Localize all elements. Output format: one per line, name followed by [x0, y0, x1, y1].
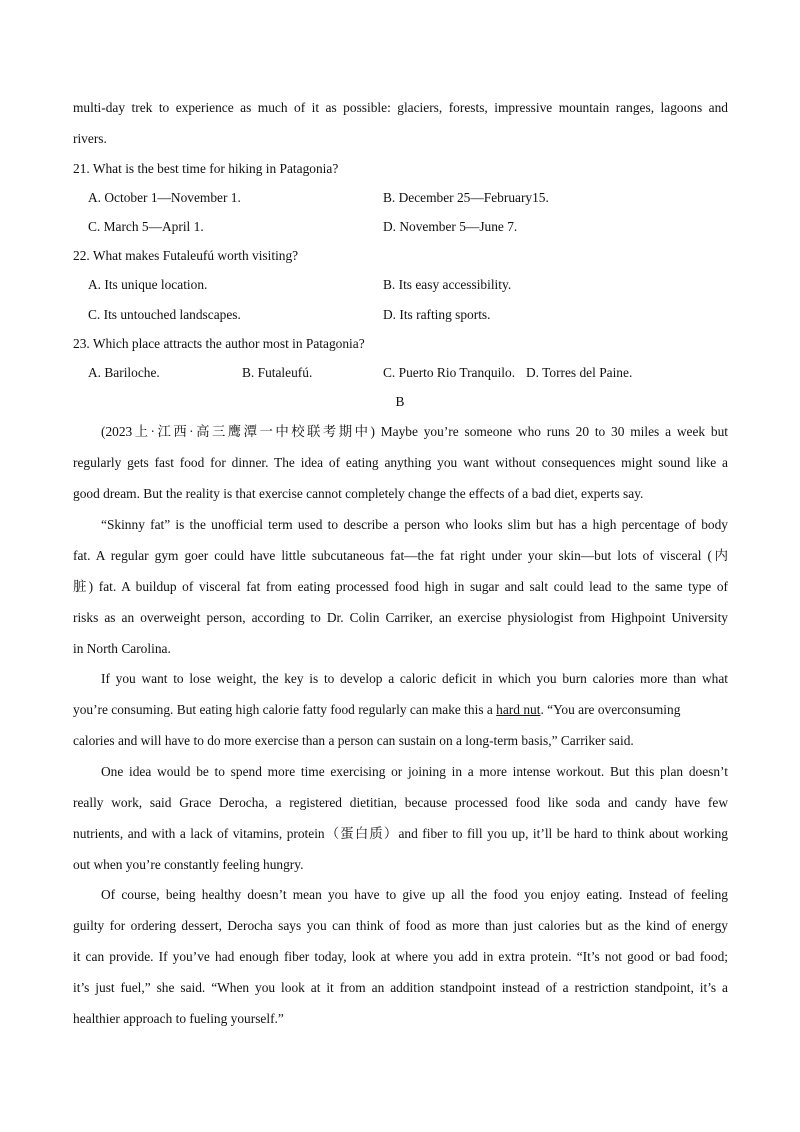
- passage-line: out when you’re constantly feeling hungry.: [73, 857, 304, 872]
- passage-line: One idea would be to spend more time exercising or joining in a more intense workout. But this plan doesn’t: [101, 764, 728, 779]
- passage-line: [73, 701, 728, 719]
- passage-line: 脏) fat. A buildup of visceral fat from eating processed food high in sugar and salt could lead to the same type of: [73, 579, 728, 594]
- passage-line: Of course, being healthy doesn’t mean you have to give up all the food you enjoy eating. Instead of feeling: [101, 887, 728, 902]
- section-label: B: [395, 394, 405, 409]
- question-option: C. Its untouched landscapes.: [88, 307, 241, 322]
- passage-line: healthier approach to fueling yourself.”: [73, 1011, 284, 1026]
- passage-line: nutrients, and with a lack of vitamins, protein（蛋白质）and fiber to fill you up, it’ll be hard to think about working: [73, 826, 728, 841]
- passage-line: risks as an overweight person, according to Dr. Colin Carriker, an exercise physiologist from Highpoint University: [73, 610, 728, 625]
- question-option: C. Puerto Rio Tranquilo.: [383, 365, 516, 380]
- passage-line: regularly gets fast food for dinner. The idea of eating anything you want without consequences might sound like a: [73, 455, 728, 470]
- passage-line: good dream. But the reality is that exercise cannot completely change the effects of a bad diet, experts say.: [73, 486, 644, 501]
- passage-line: really work, said Grace Derocha, a registered dietitian, because processed food like soda and candy have few: [73, 795, 728, 810]
- question-option: A. October 1—November 1.: [88, 190, 241, 205]
- question-option: A. Bariloche.: [88, 365, 160, 380]
- question-option: D. Its rafting sports.: [383, 307, 491, 322]
- passage-line: (2023上·江西·高三鹰潭一中校联考期中) Maybe you’re someone who runs 20 to 30 miles a week but: [101, 424, 728, 439]
- passage-text: . “You are overconsuming: [540, 702, 681, 717]
- question-option: D. Torres del Paine.: [526, 365, 633, 380]
- passage-line: “Skinny fat” is the unofficial term used to describe a person who looks slim but has a high percentage of body: [101, 517, 728, 532]
- question-stem: 23. Which place attracts the author most in Patagonia?: [73, 336, 365, 351]
- passage-line: fat. A regular gym goer could have little subcutaneous fat—the fat right under your skin—but lots of visceral (内: [73, 548, 728, 563]
- passage-line: it can provide. If you’ve had enough fiber today, look at where you add in extra protein. “It’s not good or bad food;: [73, 949, 728, 964]
- passage-line: guilty for ordering dessert, Derocha says you can think of food as more than just calories but as the kind of energy: [73, 918, 728, 933]
- question-option: B. Its easy accessibility.: [383, 277, 512, 292]
- passage-line: in North Carolina.: [73, 641, 171, 656]
- question-option: D. November 5—June 7.: [383, 219, 518, 234]
- question-option: A. Its unique location.: [88, 277, 208, 292]
- passage-line: calories and will have to do more exercise than a person can sustain on a long-term basis,” Carriker said.: [73, 733, 634, 748]
- question-option: B. December 25—February15.: [383, 190, 549, 205]
- question-stem: 22. What makes Futaleufú worth visiting?: [73, 248, 299, 263]
- intro-line: multi-day trek to experience as much of it as possible: glaciers, forests, impressive mountain ranges, lagoons and: [73, 100, 728, 115]
- intro-line: rivers.: [73, 131, 107, 146]
- passage-text: you’re consuming. But eating high calorie fatty food regularly can make this a: [73, 702, 497, 717]
- question-option: C. March 5—April 1.: [88, 219, 204, 234]
- passage-line: it’s just fuel,” she said. “When you look at it from an addition standpoint instead of a restriction standpoint, it’s a: [73, 980, 728, 995]
- underlined-phrase: hard nut: [496, 702, 541, 717]
- passage-line: If you want to lose weight, the key is to develop a caloric deficit in which you burn calories more than what: [101, 671, 728, 686]
- question-stem: 21. What is the best time for hiking in Patagonia?: [73, 161, 339, 176]
- question-option: B. Futaleufú.: [242, 365, 313, 380]
